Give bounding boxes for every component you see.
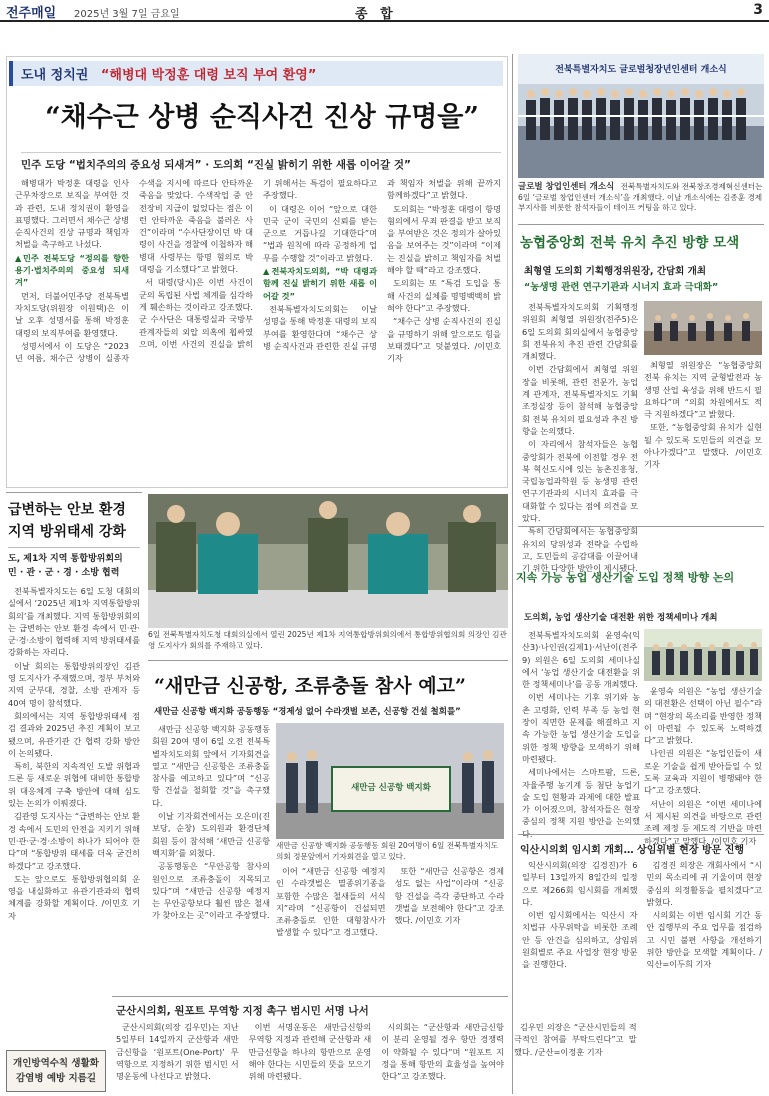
nonghyup-body-right xyxy=(644,359,762,519)
agri-p4: 윤영숙 의원은 “농업 생산기술의 대전환은 선택이 아닌 필수”라며 “현장의 목소리를 반영한 정책이 마련될 수 있도록 노력하겠다”고 밝혔다. xyxy=(644,686,762,746)
nonghyup-photo-image xyxy=(644,301,762,355)
public-health-ad xyxy=(6,1050,106,1092)
main-p6: 이 대령은 이어 “앞으로 대한민국 군이 국민의 신뢰를 받는 군으로 거듭나길 기대한다”며 “법과 원칙에 따라 공정하게 업무를 수행할 것”이라고 밝혔다. xyxy=(263,203,377,263)
iksan-p1: 익산시의회(의장 김경진)가 6일부터 13일까지 8일간의 일정으로 제266회 임시회를 개최했다. xyxy=(522,860,638,907)
saemangeum-story xyxy=(148,660,508,990)
iksan-p3: 김경진 의장은 개회사에서 “시민의 목소리에 귀 기울이며 현장 중심의 의정활동을 펼치겠다”고 밝혔다. xyxy=(646,860,762,907)
security-headline-1: 급변하는 안보 환경 xyxy=(8,502,126,518)
iksan-p4: 시의회는 이번 임시회 기간 동안 집행부의 주요 업무를 점검하고 시민 불편 사항을 개선하기 위한 방안을 모색할 계획이다. /익산=이두희 기자 xyxy=(646,910,762,970)
column-divider xyxy=(512,54,513,1094)
security-subhead-1: 도, 제1차 지역 통합방위회의 xyxy=(8,547,140,564)
issue-date: 2025년 3월 7일 금요일 xyxy=(74,9,180,20)
gunsan-p4: 김우민 의장은 “군산시민들의 적극적인 참여를 부탁드린다”고 말했다. /군산=이정훈 기자 xyxy=(513,1022,637,1057)
main-headline: “채수근 상병 순직사건 진상 규명을” xyxy=(45,102,479,133)
main-subhead: 민주 도당 “법치주의의 중요성 되새겨” · 도의회 “진실 밝히기 위한 새롭 이어갈 것” xyxy=(21,152,501,172)
section-name: 종 합 xyxy=(355,7,397,22)
gunsan-p3: 시의회는 “군산항과 새만금신항이 분리 운영될 경우 항만 경쟁력이 약화될 수 있다”며 “원포트 지정을 통해 항만의 효율성을 높여야 한다”고 강조했다. xyxy=(381,1022,504,1082)
nonghyup-p3: 이 자리에서 참석자들은 농협중앙회가 전북에 이전할 경우 전북 혁신도시에 있는 농촌진흥청, 국립농업과학원 등 농생명 관련 연구기관과의 시너지 효과를 극대화할 수 있다는 점에 의견을 모았다. xyxy=(522,439,638,524)
gunsan-headline: 군산시의회, 원포트 무역항 지정 촉구 범시민 서명 나서 xyxy=(116,1005,369,1017)
security-subhead-2: 민 · 관 · 군 · 경 · 소방 협력 xyxy=(8,568,120,578)
agri-p2: 이번 세미나는 기후 위기와 농촌 고령화, 인력 부족 등 농업 현장이 직면한 문제를 해결하고 지속 가능한 농업 생산기술 도입을 위한 정책 방향을 모색하기 위해 마련됐다. xyxy=(522,692,640,764)
main-p9: 도의회는 “박정훈 대령이 항명 혐의에서 무죄 판결을 받고 보직을 부여받은 것은 정의가 살아있음을 보여주는 것”이라며 “이제는 진실을 밝히고 책임자를 처벌해야 할 때”라고 강조했다. xyxy=(387,203,501,276)
nonghyup-story xyxy=(518,224,764,574)
nonghyup-headline: 농협중앙회 전북 유치 추진 방향 모색 xyxy=(520,235,740,251)
main-p1: 해병대가 박정훈 대령을 인사근무차장으로 보직을 부여한 것과 관련, 도내 정치권이 환영을 표명했다. 그러면서 채수근 상병 순직사건의 진상 규명과 책임자 처벌을 촉구하고 나섰다. xyxy=(15,178,129,250)
agri-story xyxy=(516,526,764,846)
saemangeum-p5: 또한 “새만금 신공항은 경제성도 없는 사업”이라며 “신공항 건설을 즉각 중단하고 수라갯벌을 보전해야 한다”고 강조했다. /이민호 기자 xyxy=(394,866,504,926)
saemangeum-photo-sign: 새만금 신공항 백지화 xyxy=(351,783,431,793)
global-center-caption xyxy=(518,182,764,222)
nonghyup-p4: 특히 간담회에서는 농협중앙회 유치의 당위성과 전략을 수립하고, 도민들의 공감대를 이끌어내기 위한 다양한 방안이 제시됐다. xyxy=(522,526,638,574)
nonghyup-photo xyxy=(644,301,762,355)
main-p2: ▲민주 전북도당 “정의를 향한 용기·법치주의의 중요성 되새겨” xyxy=(15,252,129,288)
nonghyup-p6: 또한, “농협중앙회 유치가 실현될 수 있도록 도민들의 의견을 모아나가겠다”고 말했다. /이민호 기자 xyxy=(644,422,762,470)
main-p10: 도의회는 또 “특검 도입을 통해 사건의 실체를 명명백백히 밝혀야 한다”고 주장했다. xyxy=(387,278,501,313)
agri-body-left xyxy=(522,629,640,839)
global-center-banner: 전북특별자치도 글로벌청장년인센터 개소식 xyxy=(555,65,727,75)
security-story xyxy=(6,492,142,1042)
agri-p3: 세미나에서는 스마트팜, 드론, 자율주행 농기계 등 첨단 농업기술 도입 현황과 과제에 대한 발표가 이어졌으며, 참석자들은 현장 중심의 정책 지원 방안을 논의했다. xyxy=(522,767,640,839)
saemangeum-p3: 공동행동은 “무안공항 참사의 원인으로 조류충돌이 지목되고 있다”며 “새만금 신공항 예정지는 무안공항보다 훨씬 많은 철새가 찾아오는 곳”이라고 주장했다. xyxy=(152,861,270,921)
newspaper-brand: 전주매일 xyxy=(6,6,57,21)
saemangeum-photo xyxy=(276,723,504,839)
security-p4: 특히, 북한의 지속적인 도발 위협과 드론 등 새로운 위협에 대비한 통합방위 대응체계 구축 방안에 대해 심도 있는 논의가 이뤄졌다. xyxy=(8,761,140,809)
saemangeum-body-left xyxy=(152,723,270,987)
nonghyup-p5: 최형열 위원장은 “농협중앙회 전북 유치는 지역 균형발전과 농생명 산업 육성을 위해 반드시 필요하다”며 “의회 차원에서도 적극 지원하겠다”고 밝혔다. xyxy=(644,360,762,420)
main-story-kicker xyxy=(9,61,503,86)
masthead xyxy=(0,0,769,22)
gunsan-p2: 이번 서명운동은 새만금신항의 무역항 지정과 관련해 군산항과 새만금신항을 하나의 항만으로 운영해야 한다는 시민들의 뜻을 모으기 위해 마련됐다. xyxy=(248,1022,372,1082)
iksan-story xyxy=(518,834,764,1092)
iksan-body xyxy=(522,859,762,1091)
nonghyup-body-left xyxy=(522,301,638,574)
main-p5: 서 대령(당시)은 이번 사건이 군의 독립된 사법 체계를 심각하게 훼손하는 것이라고 강조했다. 군 수사단은 대통령실과 국방부 관계자들의 외압 의혹에 휩싸였으며, 이번 사건의 진실을 밝히기 위해서는 특검이 필요하다고 주장했다. xyxy=(139,178,377,349)
nonghyup-p1: 전북특별자치도의회 기획행정위원회 최형열 위원장(전주5)은 6일 도의회 회의실에서 농협중앙회 전북유치 추진 관련 간담회를 개최했다. xyxy=(522,302,638,362)
main-story xyxy=(6,56,508,488)
global-center-photo xyxy=(518,54,764,178)
security-p2: 이날 회의는 통합방위의장인 김관영 도지사가 주재했으며, 정부 부처와 지역 군부대, 경찰, 소방 관계자 등 40여 명이 참석했다. xyxy=(8,660,140,708)
gunsan-body xyxy=(116,1021,637,1093)
agri-p1: 전북특별자치도의회 윤영숙(익산3)·나인권(김제1)·서난이(전주9) 의원은 6일 도의회 세미나실에서 ‘농업 생산기술 대전환을 위한 정책세미나’를 공동 개최했다. xyxy=(522,630,640,690)
security-p3: 회의에서는 지역 통합방위태세 점검 결과와 2025년 추진 계획이 보고됐으며, 유관기관 간 협력 강화 방안이 논의됐다. xyxy=(8,710,140,758)
saemangeum-headline: “새만금 신공항, 조류충돌 참사 예고” xyxy=(154,675,466,697)
main-p4: 성명서에서 이 도당은 “2023년 여름, 채수근 상병이 실종자 수색을 지시에 따르다 안타까운 죽음을 맞았다. 수색작업 중 안전장비 지급이 없었다는 점은 이런 안타까운 죽음을 불러온 사건”이라며 “수사단장이던 박 대령이 사건을 경찰에 이첩하자 해병대 사령부는 항명 혐의로 박 대령을 기소했다”고 밝혔다. xyxy=(15,178,253,364)
nonghyup-p2: 이번 간담회에서 최형열 위원장을 비롯해, 관련 전문가, 농업계 관계자, 전북특별자치도 기획조정실장 등이 참석해 농협중앙회 전북 유치의 필요성과 추진 방향을 논의했다. xyxy=(522,364,638,436)
security-body xyxy=(8,585,140,1041)
security-p6: 도는 앞으로도 통합방위협의회 운영을 내실화하고 유관기관과의 협력체계를 강화할 계획이다. /이민호 기자 xyxy=(8,873,140,921)
security-photo-image xyxy=(148,494,508,628)
agri-headline: 지속 가능 농업 생산기술 도입 정책 방향 논의 xyxy=(516,571,735,584)
saemangeum-photo-caption: 새만금 신공항 백지화 공동행동 회원 20여명이 6일 전북특별자치도의회 정문앞에서 기자회견을 열고 있다. xyxy=(276,841,499,861)
global-center-caption-text: 전북특별자치도와 전북창조경제혁신센터는 6일 ‘글로벌 창업인센터 개소식’을 개최했다. 이날 개소식에는 김종훈 경제부지사를 비롯한 참석자들이 테이프 커팅을 하고 있다. xyxy=(518,182,763,212)
kicker-lead: 도내 정치권 xyxy=(21,68,89,83)
saemangeum-p4: 이어 “새만금 신공항 예정지인 수라갯벌은 멸종위기종을 포함한 수많은 철새들의 서식지”라며 “신공항이 건설되면 조류충돌로 인한 대형참사가 발생할 수 있다”고 경고했다. xyxy=(276,866,386,938)
kicker-quote: “해병대 박정훈 대령 보직 부여 환영” xyxy=(100,68,317,83)
main-p3: 먼저, 더불어민주당 전북특별자치도당(위원장 이원택)은 이날 오후 성명서를 통해 박정훈 대령의 보직부여를 환영했다. xyxy=(15,290,129,338)
security-photo xyxy=(148,494,508,628)
iksan-p2: 이번 임시회에서는 익산시 자치법규 사무위탁을 비롯한 조례안 등 안건을 심의하고, 상임위원회별로 주요 사업장 현장 방문을 진행한다. xyxy=(522,910,638,970)
main-p8: 전북특별자치도의회는 이날 성명을 통해 박정훈 대령의 보직 부여를 환영한다며 “채수근 상병 순직사건과 관련한 진실 규명과 책임자 처벌을 위해 끝까지 함께하겠다”고 밝혔다. xyxy=(263,178,501,351)
agri-photo-image xyxy=(644,629,762,681)
agri-p6: 서난이 의원은 “이번 세미나에서 제시된 의견을 바탕으로 관련 조례 제정 등 제도적 기반을 마련하겠다”고 말했다. /이민호 기자 xyxy=(644,798,762,846)
gunsan-story xyxy=(112,996,637,1094)
security-photo-caption: 6일 전북특별자치도청 대회의실에서 열린 2025년 제1차 지역통합방위회의에서 통합방위협의회 의장인 김관영 도지사가 회의를 주재하고 있다. xyxy=(148,630,507,650)
nonghyup-subhead1: 최형열 도의회 기획행정위원장, 간담회 개최 xyxy=(524,266,707,277)
main-p11: “채수근 상병 순직사건의 진실을 규명하기 위해 앞으로도 힘을 보태겠다”고 덧붙였다. /이민호 기자 xyxy=(387,316,501,364)
main-p7: ▲전북자치도의회, “박 대령과 함께 진실 밝히기 위한 새롭 이어갈 것” xyxy=(263,266,377,301)
agri-photo xyxy=(644,629,762,681)
ad-line-2: 감염병 예방 지름길 xyxy=(15,1073,97,1084)
saemangeum-subhead: 새만금 신공항 백지화 공동행동 “경제성 없어 수라갯벌 보존, 신공항 건설 철회를” xyxy=(154,707,461,717)
saemangeum-p1: 새만금 신공항 백지화 공동행동 회원 20여 명이 6일 오전 전북특별자치도의회 앞에서 기자회견을 열고 “새만금 신공항은 조류충돌 참사를 예고하고 있다”며 “신공항 건설을 철회할 것”을 촉구했다. xyxy=(152,724,270,808)
iksan-headline: 익산시의회 임시회 개회… 상임위별 현장 방문 진행 xyxy=(520,845,745,856)
nonghyup-subhead2: “농생명 관련 연구기관과 시너지 효과 극대화” xyxy=(524,282,719,293)
ad-line-1: 개인방역수칙 생활화 xyxy=(13,1058,99,1069)
agri-p5: 나인권 의원은 “농업인들이 새로운 기술을 쉽게 받아들일 수 있도록 교육과 지원이 병행돼야 한다”고 강조했다. xyxy=(644,748,762,796)
saemangeum-body-right xyxy=(276,865,504,987)
page-number: 3 xyxy=(753,2,763,18)
security-p1: 전북특별자치도는 6일 도청 대회의실에서 ‘2025년 제1차 지역통합방위회의’를 개최했다. 지역 통합방위회의는 급변하는 안보 환경 속에서 민·관·군·경·소방이 협력해 지역 방위태세를 강화하는 자리다. xyxy=(8,586,140,658)
security-p5: 김관영 도지사는 “급변하는 안보 환경 속에서 도민의 안전을 지키기 위해 민·관·군·경·소방이 하나가 되어야 한다”며 “통합방위 태세를 더욱 굳건히 하겠다”고 강조했다. xyxy=(8,811,140,871)
gunsan-p1: 군산시의회(의장 김우민)는 지난 5일부터 14일까지 군산항과 새만금신항을 ‘원포트(One-Port)’ 무역항으로 지정하기 위한 범시민 서명운동에 나선다고 밝혔다. xyxy=(116,1022,239,1082)
agri-subhead: 도의회, 농업 생산기술 대전환 위한 정책세미나 개최 xyxy=(524,613,718,623)
global-center-caption-title: 글로벌 창업인센터 개소식 xyxy=(518,182,615,192)
saemangeum-p2: 이날 기자회견에서는 오은미(진보당, 순창) 도의원과 환경단체 회원 등이 참석해 ‘새만금 신공항 백지화’를 외쳤다. xyxy=(152,811,270,858)
security-headline-2: 지역 방위태세 강화 xyxy=(8,524,126,540)
main-story-body xyxy=(15,177,501,477)
agri-body-right xyxy=(644,685,762,846)
